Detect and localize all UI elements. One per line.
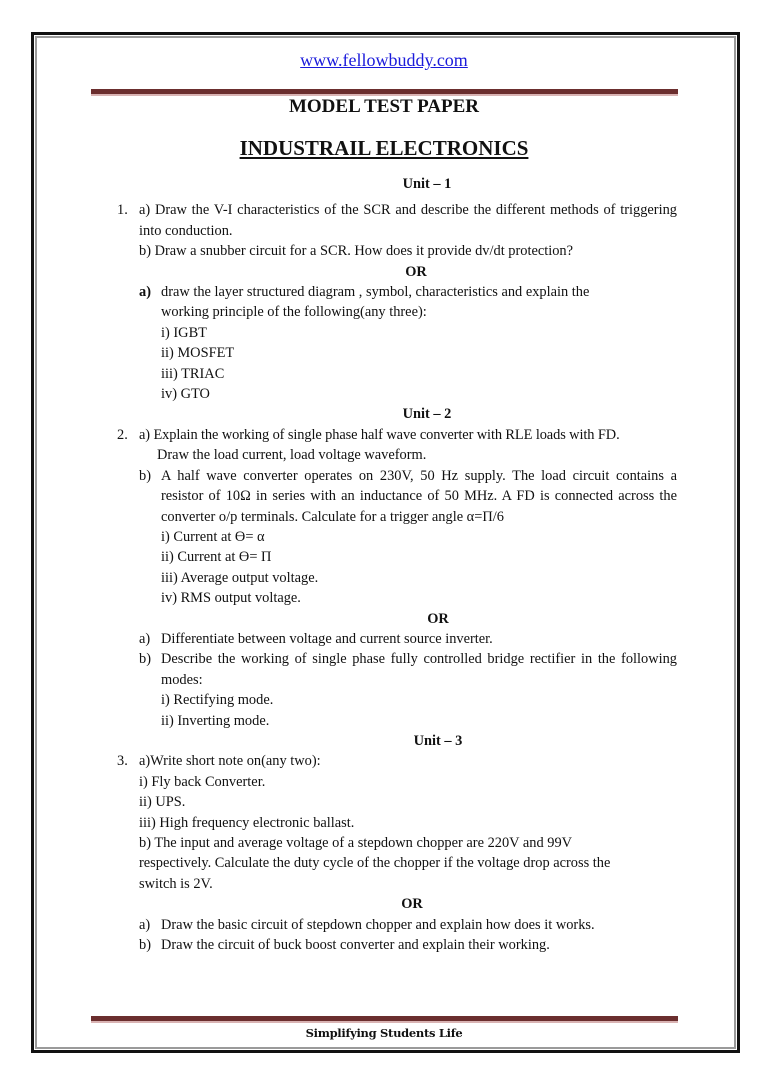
alt-b-letter: b) — [139, 651, 151, 668]
alt-a-item: ii) MOSFET — [161, 345, 235, 362]
question-number: 3. — [117, 753, 128, 770]
question-3-part-b-line-1: b) The input and average voltage of a stepdown chopper are 220V and 99V — [139, 835, 573, 851]
question-3 — [117, 751, 677, 894]
unit-1-heading: Unit – 1 — [402, 176, 452, 192]
or-divider: OR — [405, 263, 427, 280]
question-2-part-a-line-2: Draw the load current, load voltage waveform. — [157, 447, 427, 464]
alt-a-letter: a) — [139, 284, 151, 301]
question-2-part-b — [117, 466, 677, 609]
alt-a-line-2: working principle of the following(any three): — [161, 304, 427, 321]
question-2-alt-a — [117, 629, 677, 649]
question-1 — [117, 200, 677, 261]
alt-a-text: Draw the basic circuit of stepdown chopper and explain how does it works. — [161, 916, 595, 933]
unit-3-heading: Unit – 3 — [413, 732, 463, 749]
document-title: MODEL TEST PAPER — [288, 96, 480, 117]
part-b-text: A half wave converter operates on 230V, 50 Hz supply. The load circuit contains a resistor of 10Ω in series with an inductance of 50 MHz. A FD is connected across the converter o/p terminals. Calculate for a trigger angle α=Π/6 — [161, 467, 677, 525]
question-3-alt-b — [117, 935, 677, 955]
part-a-item: iii) High frequency electronic ballast. — [139, 814, 355, 831]
part-b-item: iii) Average output voltage. — [161, 569, 319, 586]
alt-b-text: Draw the circuit of buck boost converter and explain their working. — [161, 937, 550, 954]
footer-tagline: Simplifying Students Life — [305, 1026, 463, 1040]
alt-a-item: iv) GTO — [161, 386, 210, 403]
alt-b-letter: b) — [139, 937, 151, 954]
alt-a-letter: a) — [139, 630, 151, 647]
or-divider: OR — [427, 610, 449, 627]
footer-rule — [91, 1016, 678, 1021]
question-1-part-a: a) Draw the V-I characteristics of the SCR and describe the different methods of triggering into conduction. — [139, 202, 677, 239]
header-website-link[interactable]: www.fellowbuddy.com — [300, 50, 468, 70]
alt-a-line-1: draw the layer structured diagram , symbol, characteristics and explain the — [161, 284, 590, 301]
alt-a-item: iii) TRIAC — [161, 365, 225, 382]
subject-title: INDUSTRAIL ELECTRONICS — [239, 136, 529, 160]
question-number: 1. — [117, 202, 128, 219]
question-1-alt-a — [117, 282, 677, 404]
question-3-part-b-line-3: switch is 2V. — [139, 875, 213, 892]
part-b-item: iv) RMS output voltage. — [161, 590, 301, 607]
part-b-item: ii) Current at Ө= Π — [161, 549, 272, 566]
part-a-item: i) Fly back Converter. — [139, 773, 266, 790]
alt-a-item: i) IGBT — [161, 324, 207, 341]
alt-b-item: i) Rectifying mode. — [161, 692, 274, 709]
alt-b-item: ii) Inverting mode. — [161, 712, 270, 729]
part-a-item: ii) UPS. — [139, 794, 186, 811]
question-2-alt-b — [117, 649, 677, 731]
part-b-letter: b) — [139, 467, 151, 484]
alt-a-text: Differentiate between voltage and current source inverter. — [161, 630, 493, 647]
question-2 — [117, 425, 677, 466]
alt-b-text: Describe the working of single phase fully controlled bridge rectifier in the following modes: — [161, 651, 677, 688]
alt-a-letter: a) — [139, 916, 151, 933]
question-content — [117, 174, 677, 955]
unit-2-heading: Unit – 2 — [402, 406, 452, 423]
part-b-item: i) Current at Ө= α — [161, 528, 265, 545]
or-divider: OR — [401, 896, 423, 913]
question-number: 2. — [117, 426, 128, 443]
header-rule — [91, 89, 678, 94]
question-1-part-b: b) Draw a snubber circuit for a SCR. How does it provide dv/dt protection? — [139, 243, 574, 260]
question-2-part-a-line-1: a) Explain the working of single phase half wave converter with RLE loads with FD. — [139, 426, 620, 443]
question-3-alt-a — [117, 915, 677, 935]
question-3-part-b-line-2: respectively. Calculate the duty cycle of the chopper if the voltage drop across the — [139, 855, 611, 872]
question-3-part-a: a)Write short note on(any two): — [139, 753, 321, 770]
